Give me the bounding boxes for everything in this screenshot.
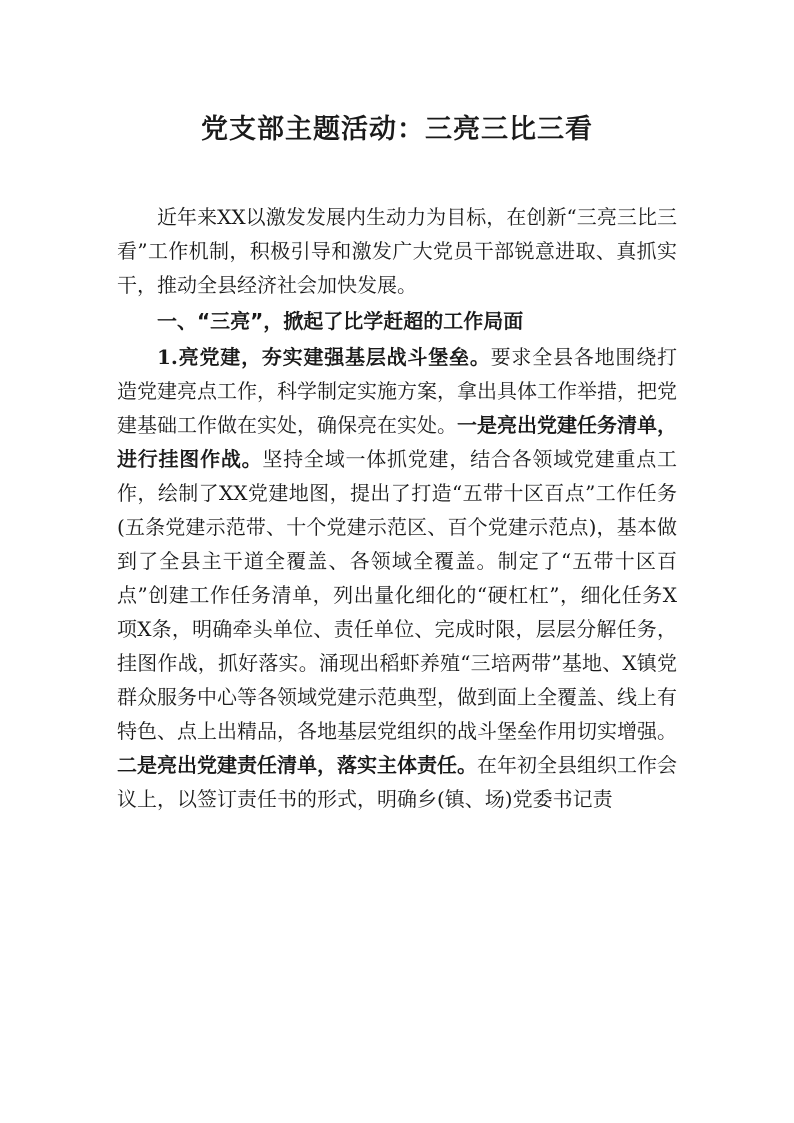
document-title: 党支部主题活动：三亮三比三看	[201, 114, 593, 145]
paragraph-1-bold-c: 二是亮出党建责任清单，落实主体责任。	[117, 753, 477, 777]
section-heading-1: 一、“三亮”，掀起了比学赶超的工作局面	[157, 309, 524, 333]
paragraph-1-bold-b: 一是亮出党建任务清单，进行挂图作战。	[117, 413, 677, 471]
paragraph-1	[117, 340, 677, 816]
paragraph-1-lead: 1.亮党建，夯实建强基层战斗堡垒。	[157, 345, 491, 369]
intro-paragraph: 近年来XX以激发发展内生动力为目标，在创新“三亮三比三看”工作机制，积极引导和激发广大党员干部锐意进取、真抓实干，推动全县经济社会加快发展。	[117, 205, 677, 297]
paragraph-1-text-c: 在年初全县组织工作会议上，以签订责任书的形式，明确乡(镇、场)党委书记责	[117, 753, 677, 811]
document-body	[117, 200, 677, 816]
paragraph-1-text-b: 坚持全域一体抓党建，结合各领域党建重点工作，绘制了XX党建地图，提出了打造“五带十区百点”工作任务(五条党建示范带、十个党建示范区、百个党建示范点)，基本做到了全县主干道全覆盖、各领域全覆盖。制定了“五带十区百点”创建工作任务清单，列出量化细化的“硬杠杠”，细化任务X项X条，明确牵头单位、责任单位、完成时限，层层分解任务，挂图作战，抓好落实。涌现出稻虾养殖“三培两带”基地、X镇党群众服务中心等各领域党建示范典型，做到面上全覆盖、线上有特色、点上出精品，各地基层党组织的战斗堡垒作用切实增强。	[117, 447, 678, 743]
paragraph-1-text-a: 要求全县各地围绕打造党建亮点工作，科学制定实施方案，拿出具体工作举措，把党建基础工作做在实处，确保亮在实处。	[117, 345, 677, 437]
